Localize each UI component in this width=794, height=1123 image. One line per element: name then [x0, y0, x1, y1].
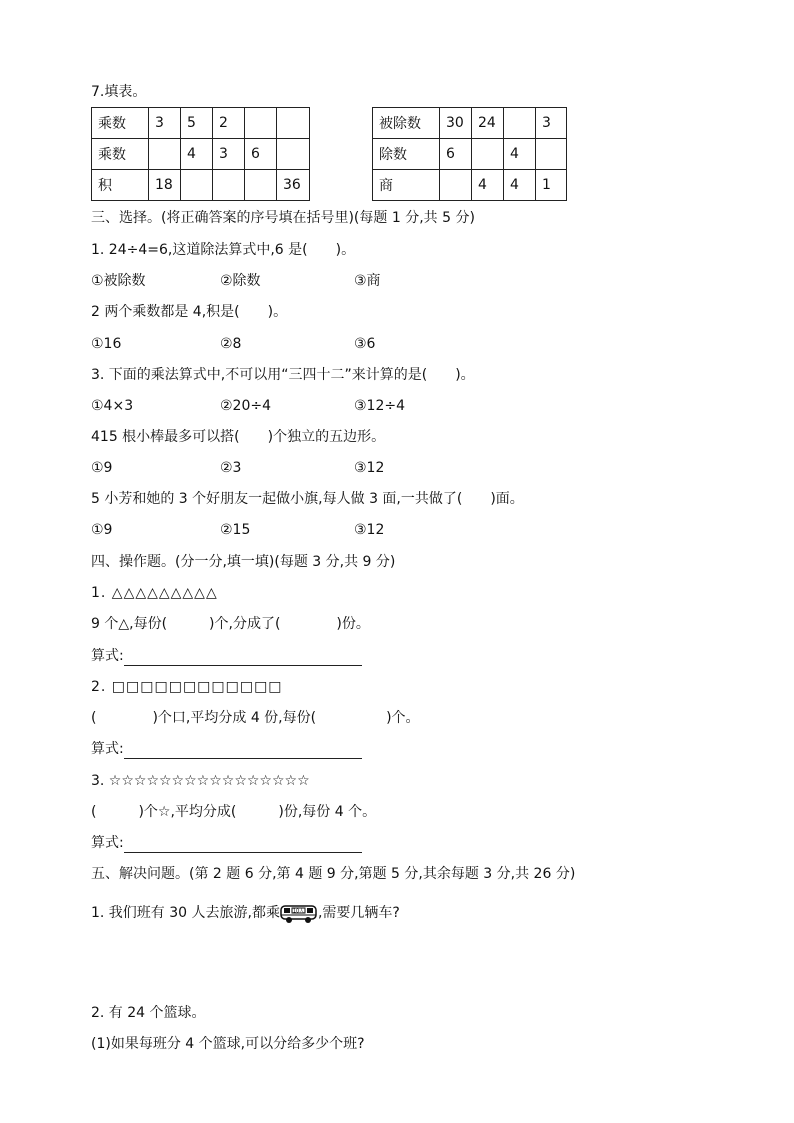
formula-label: 算式:	[91, 835, 124, 851]
option: ③12÷4	[354, 398, 406, 414]
table-cell	[149, 139, 181, 170]
table-cell: 4	[504, 170, 536, 201]
table-cell: 36	[277, 170, 310, 201]
table-cell: 商	[373, 170, 440, 201]
table-cell: 24	[472, 108, 504, 139]
squares-row: 2. □□□□□□□□□□□□	[91, 679, 283, 695]
table-cell	[277, 108, 310, 139]
table-cell: 3	[149, 108, 181, 139]
option: ③12	[354, 522, 385, 538]
table-cell	[440, 170, 472, 201]
table-cell: 6	[245, 139, 277, 170]
table-cell: 4	[181, 139, 213, 170]
q7-title: 7.填表。	[91, 84, 147, 100]
option: ①9	[91, 522, 113, 538]
question-text	[91, 900, 400, 926]
section3-heading: 三、选择。(将正确答案的序号填在括号里)(每题 1 分,共 5 分)	[91, 210, 475, 226]
table-cell	[245, 170, 277, 201]
table-cell: 被除数	[373, 108, 440, 139]
table-cell: 乘数	[92, 108, 149, 139]
option: ②15	[220, 522, 251, 538]
question-text: 415 根小棒最多可以搭( )个独立的五边形。	[91, 429, 386, 445]
formula-label: 算式:	[91, 741, 124, 757]
table-cell: 除数	[373, 139, 440, 170]
option: ①4×3	[91, 398, 134, 414]
table-cell	[536, 139, 567, 170]
formula-line	[91, 739, 362, 759]
table-cell: 2	[213, 108, 245, 139]
section4-heading: 四、操作题。(分一分,填一填)(每题 3 分,共 9 分)	[91, 554, 396, 570]
question-text: ( )个☆,平均分成( )份,每份 4 个。	[91, 804, 377, 820]
question-text: 2 两个乘数都是 4,积是( )。	[91, 304, 288, 320]
table-cell	[277, 139, 310, 170]
question-text: 3. 下面的乘法算式中,不可以用“三四十二”来计算的是( )。	[91, 367, 475, 383]
question-text: 2. 有 24 个篮球。	[91, 1005, 206, 1021]
question-text: 5 小芳和她的 3 个好朋友一起做小旗,每人做 3 面,一共做了( )面。	[91, 491, 524, 507]
triangles-row: 1. △△△△△△△△△	[91, 585, 218, 601]
option: ②除数	[220, 273, 261, 289]
table-cell	[472, 139, 504, 170]
section5-heading: 五、解决问题。(第 2 题 6 分,第 4 题 9 分,第题 5 分,其余每题 3 分,共 26 分)	[91, 866, 576, 882]
table-cell: 3	[536, 108, 567, 139]
table-cell: 18	[149, 170, 181, 201]
table-cell: 积	[92, 170, 149, 201]
question-text: 1. 24÷4=6,这道除法算式中,6 是( )。	[91, 242, 356, 258]
option: ①16	[91, 336, 122, 352]
option: ②8	[220, 336, 242, 352]
option: ①被除数	[91, 273, 146, 289]
option: ①9	[91, 460, 113, 476]
answer-blank[interactable]	[124, 742, 362, 759]
table-cell: 1	[536, 170, 567, 201]
question-text: (1)如果每班分 4 个篮球,可以分给多少个班?	[91, 1036, 365, 1052]
answer-blank[interactable]	[124, 649, 362, 666]
table-cell: 6	[440, 139, 472, 170]
option: ③商	[354, 273, 381, 289]
question-text-part: 1. 我们班有 30 人去旅游,都乘	[91, 905, 280, 921]
table-cell	[504, 108, 536, 139]
table-cell	[213, 170, 245, 201]
table-cell: 4	[472, 170, 504, 201]
table-cell	[245, 108, 277, 139]
table-cell	[181, 170, 213, 201]
multiplication-table	[91, 107, 310, 201]
table-cell: 3	[213, 139, 245, 170]
table-cell: 4	[504, 139, 536, 170]
formula-line	[91, 646, 362, 666]
option: ③6	[354, 336, 376, 352]
table-cell: 30	[440, 108, 472, 139]
stars-row: 3. ☆☆☆☆☆☆☆☆☆☆☆☆☆☆☆☆	[91, 773, 310, 789]
bus-plate: 10人	[292, 908, 305, 915]
division-table	[372, 107, 567, 201]
answer-blank[interactable]	[124, 836, 362, 853]
formula-line	[91, 833, 362, 853]
option: ③12	[354, 460, 385, 476]
formula-label: 算式:	[91, 648, 124, 664]
question-text-part: ,需要几辆车?	[317, 905, 400, 921]
bus-icon	[280, 903, 318, 923]
table-cell: 5	[181, 108, 213, 139]
table-cell: 乘数	[92, 139, 149, 170]
question-text: 9 个△,每份( )个,分成了( )份。	[91, 616, 370, 632]
question-text: ( )个口,平均分成 4 份,每份( )个。	[91, 710, 420, 726]
option: ②20÷4	[220, 398, 272, 414]
option: ②3	[220, 460, 242, 476]
